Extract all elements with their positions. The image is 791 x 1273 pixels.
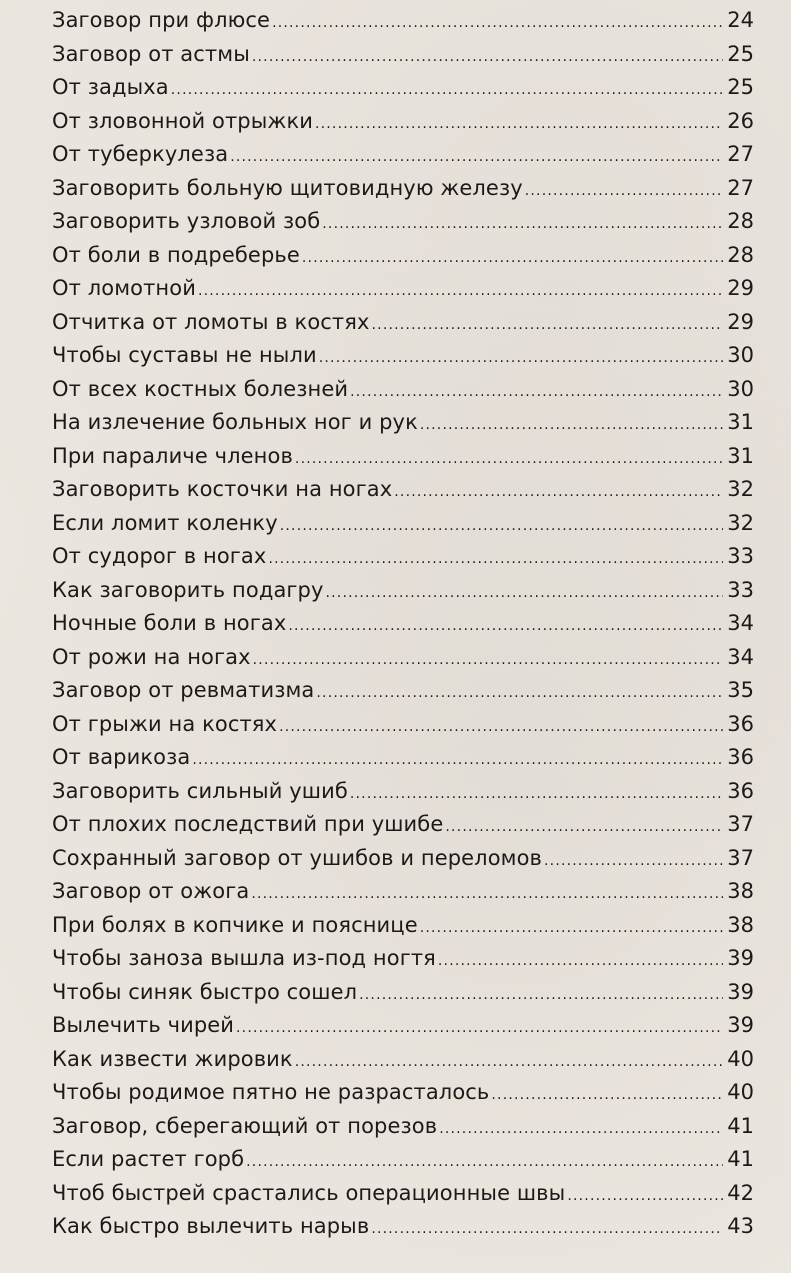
- toc-entry: [52, 1110, 754, 1144]
- toc-entry-title: От боли в подреберье: [52, 242, 300, 267]
- toc-entry: [52, 406, 754, 440]
- toc-entry-title: При болях в копчике и пояснице: [52, 912, 418, 937]
- toc-entry-title: На излечение больных ног и рук: [52, 410, 418, 434]
- toc-entry: [52, 4, 754, 38]
- toc-entry-page-number: 31: [727, 410, 754, 434]
- toc-entry-title: Заговорить сильный ушиб: [52, 778, 348, 803]
- dot-leader: [420, 912, 723, 946]
- dot-leader: [251, 878, 723, 912]
- toc-entry-title: Чтоб быстрей срастались операционные швы: [52, 1180, 566, 1205]
- toc-entry: [52, 205, 754, 239]
- toc-entry: [52, 138, 754, 172]
- dot-leader: [315, 108, 723, 142]
- toc-entry-title: От задыха: [52, 75, 169, 99]
- toc-entry: [52, 808, 754, 842]
- toc-entry-title: От судорог в ногах: [52, 544, 267, 568]
- toc-entry: [52, 272, 754, 306]
- toc-entry-page-number: 36: [727, 711, 754, 736]
- toc-entry-title: Сохранный заговор от ушибов и переломов: [52, 845, 543, 870]
- dot-leader: [230, 141, 723, 175]
- dot-leader: [253, 644, 723, 678]
- toc-entry: [52, 71, 754, 105]
- toc-entry: [52, 641, 754, 675]
- toc-entry: [52, 574, 754, 608]
- toc-entry-page-number: 35: [727, 678, 754, 702]
- dot-leader: [350, 778, 723, 812]
- toc-entry: [52, 842, 754, 876]
- toc-entry-title: От варикоза: [52, 745, 191, 769]
- dot-leader: [280, 510, 723, 544]
- dot-leader: [350, 376, 723, 410]
- toc-entry-page-number: 29: [727, 276, 754, 300]
- dot-leader: [288, 610, 723, 644]
- toc-entry-title: Чтобы родимое пятно не разрасталось: [52, 1080, 490, 1104]
- dot-leader: [525, 175, 723, 209]
- toc-entry-page-number: 32: [727, 477, 754, 501]
- dot-leader: [372, 309, 723, 343]
- toc-entry-title: От зловонной отрыжки: [52, 108, 313, 133]
- toc-entry-page-number: 27: [727, 175, 754, 200]
- dot-leader: [438, 945, 723, 979]
- toc-entry-title: Заговорить косточки на ногах: [52, 477, 393, 501]
- toc-entry-title: Заговор от астмы: [52, 41, 250, 66]
- toc-entry-page-number: 25: [727, 75, 754, 99]
- toc-entry-page-number: 39: [727, 946, 754, 970]
- dot-leader: [322, 208, 723, 242]
- dot-leader: [279, 711, 723, 745]
- toc-entry-title: Отчитка от ломоты в костях: [52, 309, 370, 334]
- toc-entry-title: Чтобы синяк быстро сошел: [52, 979, 358, 1004]
- toc-entry: [52, 875, 754, 909]
- toc-entry: [52, 1177, 754, 1211]
- toc-entry-title: Ночные боли в ногах: [52, 611, 287, 635]
- toc-entry: [52, 339, 754, 373]
- dot-leader: [445, 811, 723, 845]
- dot-leader: [272, 7, 723, 41]
- toc-entry: [52, 373, 754, 407]
- toc-entry-page-number: 28: [727, 209, 754, 233]
- toc-entry: [52, 540, 754, 574]
- toc-entry-title: Заговор при флюсе: [52, 8, 271, 32]
- toc-entry-page-number: 34: [727, 644, 754, 669]
- dot-leader: [359, 979, 723, 1013]
- toc-entry-page-number: 24: [727, 8, 754, 32]
- toc-entry-page-number: 33: [727, 577, 754, 602]
- toc-entry-page-number: 42: [727, 1180, 754, 1205]
- dot-leader: [246, 1146, 723, 1180]
- toc-entry-title: Заговорить больную щитовидную железу: [52, 175, 523, 200]
- toc-entry-page-number: 30: [727, 376, 754, 401]
- toc-entry-page-number: 38: [727, 912, 754, 937]
- toc-entry-title: Заговор от ревматизма: [52, 678, 315, 702]
- toc-entry-title: Заговорить узловой зоб: [52, 209, 321, 233]
- dot-leader: [268, 543, 723, 577]
- dot-leader: [319, 342, 723, 376]
- toc-entry-page-number: 30: [727, 343, 754, 367]
- toc-entry: [52, 1043, 754, 1077]
- toc-entry-page-number: 43: [727, 1214, 754, 1238]
- dot-leader: [326, 577, 724, 611]
- toc-entry: [52, 507, 754, 541]
- dot-leader: [544, 845, 723, 879]
- toc-entry: [52, 775, 754, 809]
- toc-entry: [52, 607, 754, 641]
- toc-entry-page-number: 34: [727, 611, 754, 635]
- toc-entry-title: Как заговорить подагру: [52, 577, 324, 602]
- toc-entry-page-number: 29: [727, 309, 754, 334]
- toc-entry-title: От грыжи на костях: [52, 711, 278, 736]
- toc-entry: [52, 708, 754, 742]
- dot-leader: [567, 1180, 723, 1214]
- toc-entry: [52, 741, 754, 775]
- toc-entry-title: При параличе членов: [52, 443, 293, 468]
- toc-entry: [52, 1210, 754, 1244]
- toc-entry-title: От всех костных болезней: [52, 376, 349, 401]
- dot-leader: [192, 744, 723, 778]
- toc-entry-title: Чтобы суставы не ныли: [52, 343, 317, 367]
- dot-leader: [302, 242, 723, 276]
- dot-leader: [491, 1079, 723, 1113]
- toc-entry-page-number: 37: [727, 812, 754, 836]
- toc-entry: [52, 172, 754, 206]
- toc-entry: [52, 306, 754, 340]
- toc-entry-page-number: 28: [727, 242, 754, 267]
- dot-leader: [171, 74, 723, 108]
- toc-entry-page-number: 32: [727, 510, 754, 535]
- toc-entry: [52, 674, 754, 708]
- dot-leader: [316, 677, 723, 711]
- toc-entry-page-number: 25: [727, 41, 754, 66]
- toc-entry-page-number: 38: [727, 879, 754, 903]
- toc-entry-title: Как извести жировик: [52, 1046, 293, 1071]
- dot-leader: [236, 1012, 723, 1046]
- dot-leader: [295, 1046, 723, 1080]
- toc-entry-page-number: 27: [727, 142, 754, 166]
- toc-entry-page-number: 40: [727, 1080, 754, 1104]
- toc-entry-title: От плохих последствий при ушибе: [52, 812, 444, 836]
- toc-entry: [52, 105, 754, 139]
- toc-entry-title: Чтобы заноза вышла из-под ногтя: [52, 946, 436, 970]
- toc-entry-page-number: 41: [727, 1147, 754, 1171]
- toc-entry: [52, 239, 754, 273]
- toc-entry-title: Заговор от ожога: [52, 879, 250, 903]
- toc-entry-title: От туберкулеза: [52, 142, 229, 166]
- dot-leader: [252, 41, 723, 75]
- dot-leader: [394, 476, 723, 510]
- dot-leader: [420, 409, 723, 443]
- toc-entry: [52, 1009, 754, 1043]
- toc-entry-page-number: 40: [727, 1046, 754, 1071]
- toc-entry: [52, 909, 754, 943]
- toc-entry-page-number: 39: [727, 979, 754, 1004]
- dot-leader: [371, 1213, 723, 1247]
- toc-entry-title: Вылечить чирей: [52, 1013, 235, 1037]
- toc-entry-title: Как быстро вылечить нарыв: [52, 1214, 370, 1238]
- toc-entry-page-number: 36: [727, 778, 754, 803]
- toc-entry: [52, 440, 754, 474]
- toc-entry-page-number: 41: [727, 1113, 754, 1138]
- toc-entry-page-number: 33: [727, 544, 754, 568]
- toc-entry-title: Заговор, сберегающий от порезов: [52, 1113, 438, 1138]
- dot-leader: [439, 1113, 723, 1147]
- toc-entry-title: От рожи на ногах: [52, 644, 251, 669]
- toc-entry: [52, 473, 754, 507]
- toc-entry-page-number: 31: [727, 443, 754, 468]
- toc-entry-title: Если растет горб: [52, 1147, 245, 1171]
- toc-entry-page-number: 37: [727, 845, 754, 870]
- toc-entry: [52, 976, 754, 1010]
- toc-entry: [52, 1143, 754, 1177]
- table-of-contents: [52, 4, 754, 1244]
- toc-entry: [52, 1076, 754, 1110]
- toc-entry-title: От ломотной: [52, 276, 196, 300]
- toc-entry: [52, 942, 754, 976]
- toc-entry: [52, 38, 754, 72]
- dot-leader: [198, 275, 723, 309]
- dot-leader: [295, 443, 723, 477]
- toc-entry-page-number: 39: [727, 1013, 754, 1037]
- toc-entry-title: Если ломит коленку: [52, 510, 278, 535]
- toc-entry-page-number: 26: [727, 108, 754, 133]
- toc-entry-page-number: 36: [727, 745, 754, 769]
